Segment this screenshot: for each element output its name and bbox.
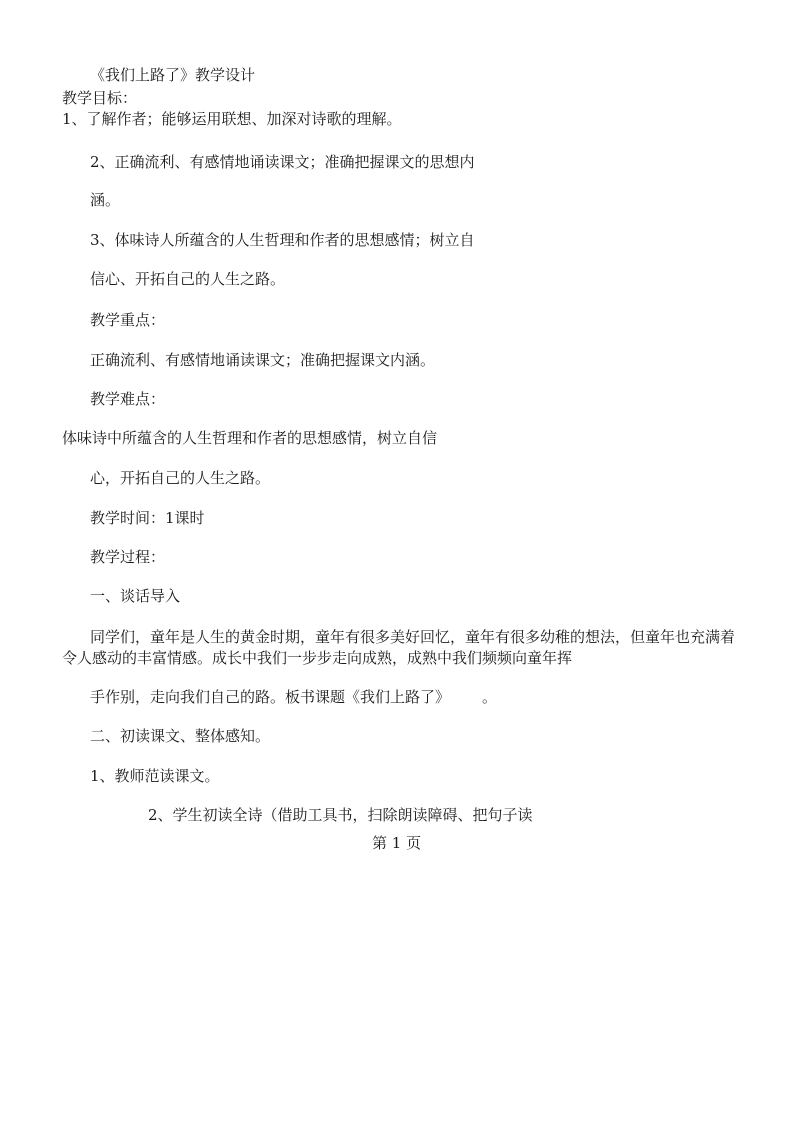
process-heading: 教学过程： [90, 548, 166, 566]
key-points-text: 正确流利、有感情地诵读课文；准确把握课文内涵。 [90, 351, 436, 369]
objective-2-line-2: 涵。 [90, 191, 121, 209]
section-1-heading: 一、谈话导入 [90, 587, 181, 605]
intro-paragraph-line-2: 令人感动的丰富情感。成长中我们一步步走向成熟，成熟中我们频频向童年挥 [62, 649, 573, 667]
objectives-heading: 教学目标： [62, 89, 138, 107]
objective-3-line-1: 3、体味诗人所蕴含的人生哲理和作者的思想感情；树立自 [90, 231, 475, 249]
step-1: 1、教师范读课文。 [90, 767, 220, 785]
objective-1: 1、了解作者；能够运用联想、加深对诗歌的理解。 [62, 110, 402, 128]
difficult-points-line-2: 心，开拓自己的人生之路。 [90, 469, 271, 487]
key-points-heading: 教学重点： [90, 311, 166, 329]
section-2-heading: 二、初读课文、整体感知。 [90, 727, 271, 745]
document-title: 《我们上路了》教学设计 [90, 66, 256, 84]
intro-paragraph-line-1: 同学们，童年是人生的黄金时期，童年有很多美好回忆，童年有很多幼稚的想法，但童年也充满着 [90, 628, 736, 646]
objective-3-line-2: 信心、开拓自己的人生之路。 [90, 270, 286, 288]
objective-2-line-1: 2、正确流利、有感情地诵读课文；准确把握课文的思想内 [90, 153, 475, 171]
difficult-points-line-1: 体味诗中所蕴含的人生哲理和作者的思想感情，树立自信 [62, 429, 438, 447]
step-2: 2、学生初读全诗（借助工具书，扫除朗读障碍、把句子读 [148, 806, 533, 824]
teaching-time: 教学时间：1课时 [90, 509, 205, 527]
intro-paragraph-period: 。 [482, 688, 498, 706]
difficult-points-heading: 教学难点： [90, 390, 166, 408]
intro-paragraph-line-3: 手作别，走向我们自己的路。板书课题《我们上路了》 [90, 688, 451, 706]
page-number: 第 1 页 [372, 834, 422, 852]
